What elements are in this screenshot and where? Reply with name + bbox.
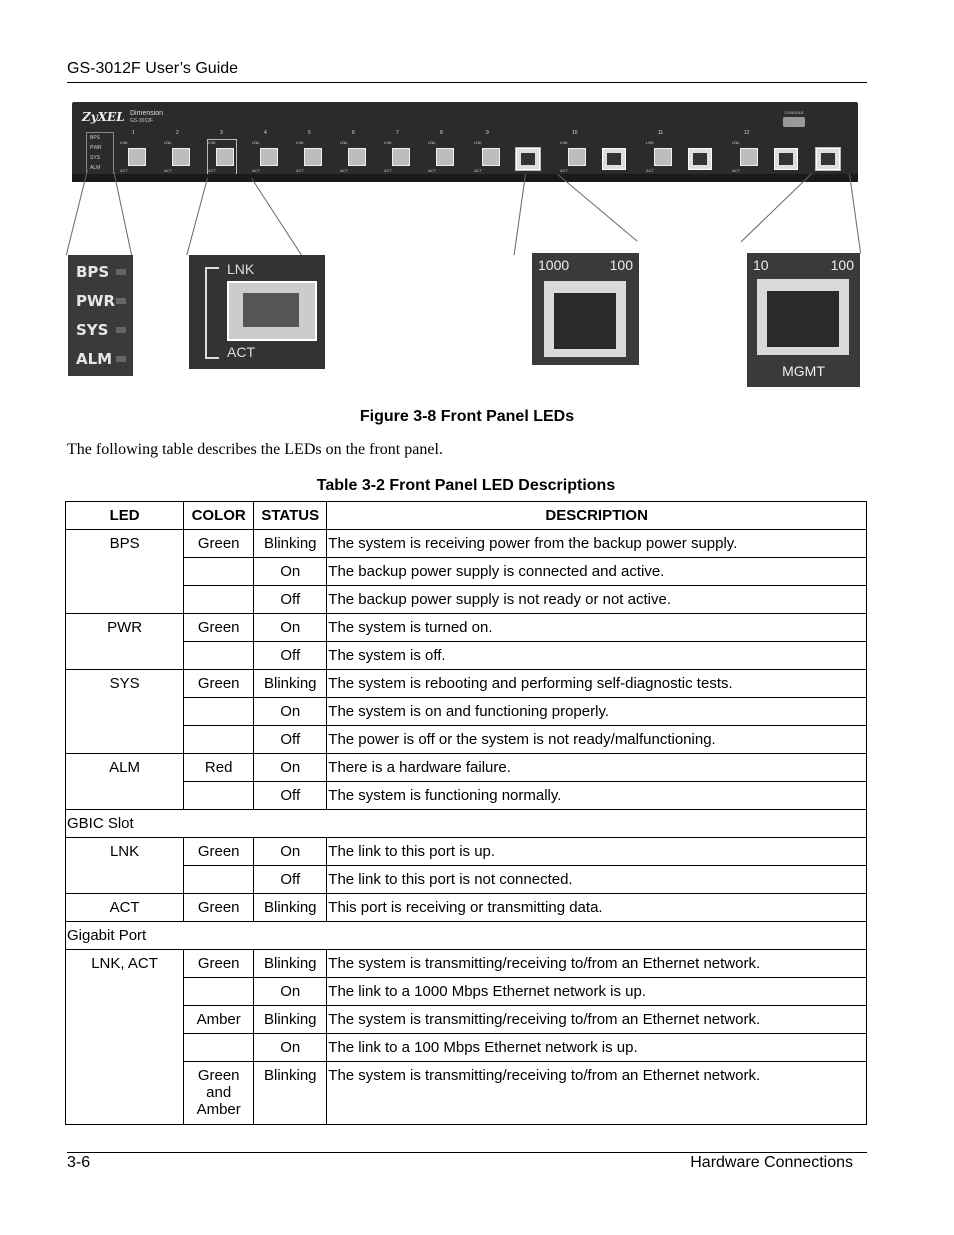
status-cell: Blinking [254, 894, 327, 922]
status-cell: Blinking [254, 670, 327, 698]
closeup-100-label: 100 [830, 257, 854, 273]
description-cell: The system is off. [327, 642, 867, 670]
description-cell: The link to a 100 Mbps Ethernet network is up. [327, 1034, 867, 1062]
slot-number: 7 [396, 130, 399, 136]
gbic-slot [120, 130, 148, 174]
status-cell: On [254, 698, 327, 726]
status-cell: Off [254, 782, 327, 810]
footer-section-title: Hardware Connections [690, 1154, 853, 1171]
rj45-jack-icon [757, 279, 849, 355]
slot-act-label: ACT [252, 168, 260, 173]
table-row [66, 558, 867, 586]
description-cell: The backup power supply is connected and active. [327, 558, 867, 586]
sys-led-bps: BPS [90, 135, 101, 141]
description-cell: The system is transmitting/receiving to/from an Ethernet network. [327, 1062, 867, 1125]
closeup-bps-label: BPS [76, 263, 110, 281]
status-cell: Off [254, 586, 327, 614]
status-cell: On [254, 838, 327, 866]
sfp-port-icon [304, 148, 322, 166]
table-row [66, 866, 867, 894]
led-bracket [205, 267, 219, 359]
slot-number: 1 [132, 130, 135, 136]
model-name: GS-3012F [130, 118, 154, 124]
closeup-mgmt-label: MGMT [782, 363, 825, 379]
table-row [66, 978, 867, 1006]
table-row [66, 698, 867, 726]
table-row [66, 614, 867, 642]
front-panel-figure [60, 98, 870, 393]
rj45-gigabit-port-icon [516, 148, 540, 170]
status-cell: On [254, 614, 327, 642]
sfp-port-icon [216, 148, 234, 166]
rj45-jack-icon [544, 281, 626, 357]
panel-bottom-strip [72, 174, 858, 182]
description-cell: The link to a 1000 Mbps Ethernet network is up. [327, 978, 867, 1006]
slot-number: 9 [486, 130, 489, 136]
slot-number: 2 [176, 130, 179, 136]
gigabit-port-closeup [532, 253, 639, 365]
color-cell [184, 1062, 254, 1125]
sys-led-sys: SYS [90, 155, 101, 161]
slot-lnk-label: LNK [474, 140, 482, 145]
led-cell: ACT [66, 894, 184, 922]
table-row [66, 642, 867, 670]
closeup-100-label: 100 [609, 257, 633, 273]
callout-line [113, 170, 132, 256]
table-row [66, 950, 867, 978]
sfp-cage-icon [227, 281, 317, 341]
table-row [66, 894, 867, 922]
table-row [66, 1062, 867, 1125]
status-cell: Off [254, 642, 327, 670]
slot-lnk-label: LNK [428, 140, 436, 145]
slot-number: 5 [308, 130, 311, 136]
slot-lnk-label: LNK [252, 140, 260, 145]
sfp-port-icon [654, 148, 672, 166]
color-line: Green [197, 1067, 240, 1084]
led-cell: LNK, ACT [66, 950, 184, 1125]
table-row [66, 1006, 867, 1034]
rj45-gigabit-port-icon [688, 148, 712, 170]
column-header-color: COLOR [184, 502, 254, 530]
description-cell: The system is turned on. [327, 614, 867, 642]
description-cell: The system is receiving power from the backup power supply. [327, 530, 867, 558]
page-number: 3-6 [67, 1154, 91, 1171]
brand-logo: ZyXEL [82, 110, 125, 124]
led-indicator-icon [116, 327, 126, 333]
led-description-table [65, 501, 867, 1125]
sys-led-alm: ALM [90, 165, 101, 171]
figure-caption: Figure 3-8 Front Panel LEDs [359, 408, 575, 425]
status-cell: On [254, 1034, 327, 1062]
slot-lnk-label: LNK [732, 140, 740, 145]
gbic-slot [296, 130, 324, 174]
description-cell: The system is transmitting/receiving to/from an Ethernet network. [327, 950, 867, 978]
slot-lnk-label: LNK [164, 140, 172, 145]
column-header-description: DESCRIPTION [327, 502, 867, 530]
status-cell: Blinking [254, 530, 327, 558]
status-cell: On [254, 754, 327, 782]
slot-number: 3 [220, 130, 223, 136]
closeup-1000-label: 1000 [538, 257, 570, 273]
slot-act-label: ACT [384, 168, 392, 173]
slot-lnk-label: LNK [646, 140, 654, 145]
color-cell: Green [184, 894, 254, 922]
header-divider [67, 82, 867, 83]
system-leds-closeup [68, 255, 133, 376]
description-cell: The link to this port is not connected. [327, 866, 867, 894]
callout-line [66, 170, 88, 256]
callout-line [557, 174, 637, 242]
description-cell: The link to this port is up. [327, 838, 867, 866]
closeup-act-label: ACT [227, 344, 255, 360]
description-cell: The system is transmitting/receiving to/from an Ethernet network. [327, 1006, 867, 1034]
color-cell [184, 558, 254, 586]
gbic-slot [340, 130, 368, 174]
rj45-gigabit-port-icon [774, 148, 798, 170]
table-row [66, 726, 867, 754]
gbic-slot [732, 130, 760, 174]
table-row [66, 530, 867, 558]
column-header-status: STATUS [254, 502, 327, 530]
color-cell [184, 866, 254, 894]
gbic-slot [384, 130, 412, 174]
slot-act-label: ACT [428, 168, 436, 173]
slot-lnk-label: LNK [340, 140, 348, 145]
table-section-row [66, 922, 867, 950]
color-cell [184, 642, 254, 670]
led-cell: ALM [66, 754, 184, 810]
slot-lnk-label: LNK [296, 140, 304, 145]
status-cell: On [254, 978, 327, 1006]
page-header-title: GS-3012F User’s Guide [67, 60, 239, 77]
color-cell: Green [184, 530, 254, 558]
color-cell: Green [184, 670, 254, 698]
slot-number: 8 [440, 130, 443, 136]
led-cell: SYS [66, 670, 184, 754]
intro-paragraph: The following table describes the LEDs on the front panel. [67, 441, 443, 458]
table-row [66, 586, 867, 614]
rj45-mgmt-port-icon [816, 148, 840, 170]
color-line: Amber [196, 1101, 241, 1118]
color-cell: Red [184, 754, 254, 782]
table-row [66, 838, 867, 866]
callout-line [186, 178, 208, 256]
led-cell: BPS [66, 530, 184, 614]
slot-lnk-label: LNK [120, 140, 128, 145]
closeup-alm-label: ALM [76, 350, 113, 368]
slot-act-label: ACT [208, 168, 216, 173]
sfp-port-icon [348, 148, 366, 166]
slot-act-label: ACT [120, 168, 128, 173]
table-row [66, 670, 867, 698]
slot-lnk-label: LNK [208, 140, 216, 145]
status-cell: Blinking [254, 950, 327, 978]
color-cell: Amber [184, 1006, 254, 1034]
status-cell: Off [254, 726, 327, 754]
slot-number: 10 [572, 130, 578, 136]
color-cell: Green [184, 614, 254, 642]
slot-act-label: ACT [164, 168, 172, 173]
color-cell: Green [184, 838, 254, 866]
led-cell: LNK [66, 838, 184, 894]
sfp-port-icon [436, 148, 454, 166]
slot-number: 12 [744, 130, 750, 136]
slot-act-label: ACT [474, 168, 482, 173]
table-section-row [66, 810, 867, 838]
slot-act-label: ACT [340, 168, 348, 173]
gbic-slot [474, 130, 502, 174]
led-indicator-icon [116, 356, 126, 362]
slot-number: 6 [352, 130, 355, 136]
color-cell [184, 782, 254, 810]
description-cell: The power is off or the system is not ready/malfunctioning. [327, 726, 867, 754]
sys-led-pwr: PWR [90, 145, 102, 151]
table-row [66, 1034, 867, 1062]
console-port [772, 110, 816, 128]
status-cell: Blinking [254, 1062, 327, 1125]
description-cell: The system is rebooting and performing self-diagnostic tests. [327, 670, 867, 698]
description-cell: There is a hardware failure. [327, 754, 867, 782]
slot-act-label: ACT [732, 168, 740, 173]
description-cell: This port is receiving or transmitting data. [327, 894, 867, 922]
table-row [66, 782, 867, 810]
switch-front-panel [72, 102, 858, 182]
slot-number: 4 [264, 130, 267, 136]
status-cell: On [254, 558, 327, 586]
product-name: Dimension [130, 110, 164, 117]
led-indicator-icon [116, 298, 126, 304]
sfp-port-icon [392, 148, 410, 166]
rj45-gigabit-port-icon [602, 148, 626, 170]
color-cell [184, 586, 254, 614]
closeup-lnk-label: LNK [227, 261, 255, 277]
gbic-slot [252, 130, 280, 174]
gbic-slot-closeup [189, 255, 325, 369]
slot-number: 11 [658, 130, 664, 136]
description-cell: The system is functioning normally. [327, 782, 867, 810]
color-cell [184, 978, 254, 1006]
color-cell: Green [184, 950, 254, 978]
table-row [66, 754, 867, 782]
color-cell [184, 1034, 254, 1062]
table-caption: Table 3-2 Front Panel LED Descriptions [316, 477, 616, 494]
column-header-led: LED [66, 502, 184, 530]
sfp-port-icon [128, 148, 146, 166]
status-cell: Off [254, 866, 327, 894]
sfp-port-icon [172, 148, 190, 166]
slot-lnk-label: LNK [384, 140, 392, 145]
color-line: and [206, 1084, 232, 1101]
gbic-slot [164, 130, 192, 174]
section-heading-gigabit: Gigabit Port [66, 922, 867, 950]
closeup-10-label: 10 [753, 257, 769, 273]
callout-line [251, 178, 303, 257]
sfp-port-icon [568, 148, 586, 166]
callout-line [741, 173, 812, 242]
gbic-slot [646, 130, 674, 174]
db9-connector-icon [783, 117, 805, 127]
mgmt-port-closeup [747, 253, 860, 387]
slot-lnk-label: LNK [560, 140, 568, 145]
section-heading-gbic: GBIC Slot [66, 810, 867, 838]
status-cell: Blinking [254, 1006, 327, 1034]
slot-act-label: ACT [646, 168, 654, 173]
led-indicator-icon [116, 269, 126, 275]
callout-line [849, 174, 861, 253]
sfp-port-icon [260, 148, 278, 166]
system-led-group [86, 132, 114, 178]
sfp-port-icon [740, 148, 758, 166]
footer-divider [67, 1152, 867, 1153]
callout-line [514, 174, 526, 255]
gbic-slot [560, 130, 588, 174]
color-cell [184, 726, 254, 754]
console-label: CONSOLE [784, 110, 804, 115]
slot-act-label: ACT [296, 168, 304, 173]
led-cell: PWR [66, 614, 184, 670]
slot-act-label: ACT [560, 168, 568, 173]
gbic-slot [428, 130, 456, 174]
closeup-pwr-label: PWR [76, 292, 116, 310]
description-cell: The system is on and functioning properly. [327, 698, 867, 726]
gbic-slot [208, 130, 236, 174]
color-cell [184, 698, 254, 726]
closeup-sys-label: SYS [76, 321, 109, 339]
table-header-row [66, 502, 867, 530]
sfp-port-icon [482, 148, 500, 166]
description-cell: The backup power supply is not ready or not active. [327, 586, 867, 614]
